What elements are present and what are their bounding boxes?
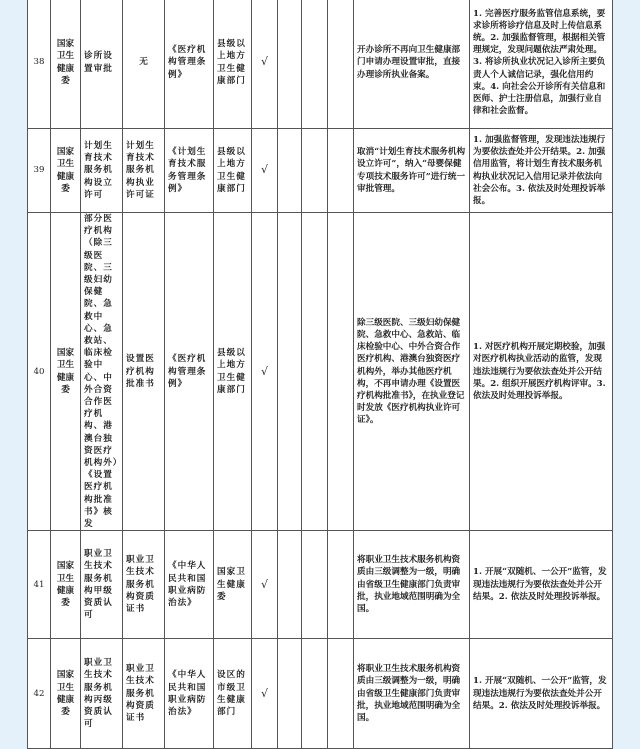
- reform-method-empty: [302, 531, 328, 639]
- supervision-measures: 1. 开展“双随机、一公开”监管，发现违法违规行为要依法查处并公开结果。2. 依法及时处理投诉举报。: [470, 531, 613, 639]
- approval-level: 县级以上地方卫生健康部门: [214, 213, 252, 531]
- reform-content: 开办诊所不再向卫生健康部门申请办理设置审批，直接办理诊所执业备案。: [354, 0, 470, 129]
- item-name: 计划生育技术服务机构设立许可: [81, 129, 123, 213]
- item-name: 部分医疗机构（除三级医院、三级妇幼保健院、急救中心、急救站、临床检验中心、中外合资合作医疗机构、港澳台独资医疗机构外）《设置医疗机构批准书》核发: [81, 213, 123, 531]
- reform-method-check: √: [252, 639, 278, 749]
- department: 国家卫生健康委: [51, 0, 81, 129]
- legal-basis: 《计划生育技术服务管理条例》: [165, 129, 214, 213]
- license-name: 设置医疗机构批准书: [123, 213, 165, 531]
- row-number: 38: [28, 0, 51, 129]
- row-number: 42: [28, 639, 51, 749]
- reform-method-check: √: [252, 0, 278, 129]
- reform-method-empty: [302, 639, 328, 749]
- reform-method-check: √: [252, 213, 278, 531]
- reform-method-empty: [278, 531, 302, 639]
- row-number: 40: [28, 213, 51, 531]
- reform-method-empty: [328, 0, 354, 129]
- legal-basis: 《医疗机构管理条例》: [165, 213, 214, 531]
- reform-content: 除三级医院、三级妇幼保健院、急救中心、急救站、临床检验中心、中外合资合作医疗机构、港澳台独资医疗机构外，举办其他医疗机构，不再申请办理《设置医疗机构批准书》，在执业登记时发放《医疗机构执业许可证》。: [354, 213, 470, 531]
- department: 国家卫生健康委: [51, 531, 81, 639]
- supervision-measures: 1. 开展“双随机、一公开”监管，发现违法违规行为要依法查处并公开结果。2. 依法及时处理投诉举报。: [470, 639, 613, 749]
- reform-method-check: √: [252, 531, 278, 639]
- department: 国家卫生健康委: [51, 213, 81, 531]
- approval-level: 设区的市级卫生健康部门: [214, 639, 252, 749]
- table-row: [28, 531, 613, 639]
- reform-method-empty: [302, 129, 328, 213]
- reform-method-empty: [328, 129, 354, 213]
- item-name: 职业卫生技术服务机构丙级资质认可: [81, 639, 123, 749]
- legal-basis: 《中华人民共和国职业病防治法》: [165, 639, 214, 749]
- reform-method-empty: [328, 531, 354, 639]
- legal-basis: 《中华人民共和国职业病防治法》: [165, 531, 214, 639]
- reform-content: 将职业卫生技术服务机构资质由三级调整为一级，明确由省级卫生健康部门负责审批，执业地域范围明确为全国。: [354, 639, 470, 749]
- table-row: [28, 213, 613, 531]
- table-row: [28, 639, 613, 749]
- reform-method-empty: [302, 0, 328, 129]
- item-name: 职业卫生技术服务机构甲级资质认可: [81, 531, 123, 639]
- supervision-measures: 1. 完善医疗服务监管信息系统，要求诊所将诊疗信息及时上传信息系统。2. 加强监督管理，根据相关管理规定，发现问题依法严肃处理。3. 将诊所执业状况记入诊所主要负责人个人诚信记录，强化信用约束。4. 向社会公开诊所有关信息和医师、护士注册信息，加强行业自律和社会监督。: [470, 0, 613, 129]
- license-name: 无: [123, 0, 165, 129]
- reform-method-empty: [328, 213, 354, 531]
- reform-method-empty: [278, 0, 302, 129]
- reform-method-empty: [278, 129, 302, 213]
- item-name: 诊所设置审批: [81, 0, 123, 129]
- supervision-measures: 1. 对医疗机构开展定期校验，加强对医疗机构执业活动的监管，发现违法违规行为要依法查处并公开结果。2. 组织开展医疗机构评审。3. 依法及时处理投诉举报。: [470, 213, 613, 531]
- approval-level: 国家卫生健康委: [214, 531, 252, 639]
- department: 国家卫生健康委: [51, 639, 81, 749]
- table-row: [28, 129, 613, 213]
- reform-method-empty: [278, 213, 302, 531]
- reform-method-check: √: [252, 129, 278, 213]
- reform-content: 将职业卫生技术服务机构资质由三级调整为一级，明确由省级卫生健康部门负责审批，执业地域范围明确为全国。: [354, 531, 470, 639]
- table-row: [28, 0, 613, 129]
- supervision-measures: 1. 加强监督管理，发现违法违规行为要依法查处并公开结果。2. 加强信用监管，将计划生育技术服务机构执业状况记入信用记录并依法向社会公布。3. 依法及时处理投诉举报。: [470, 129, 613, 213]
- license-name: 计划生育技术服务机构执业许可证: [123, 129, 165, 213]
- approval-level: 县级以上地方卫生健康部门: [214, 129, 252, 213]
- reform-method-empty: [302, 213, 328, 531]
- department: 国家卫生健康委: [51, 129, 81, 213]
- license-name: 职业卫生技术服务机构资质证书: [123, 639, 165, 749]
- license-name: 职业卫生技术服务机构资质证书: [123, 531, 165, 639]
- reform-method-empty: [328, 639, 354, 749]
- legal-basis: 《医疗机构管理条例》: [165, 0, 214, 129]
- reform-content: 取消“计划生育技术服务机构设立许可”，纳入“母婴保健专项技术服务许可”进行统一审批管理。: [354, 129, 470, 213]
- approval-level: 县级以上地方卫生健康部门: [214, 0, 252, 129]
- reform-table-page: [27, 0, 612, 749]
- reform-method-empty: [278, 639, 302, 749]
- reform-items-table: [27, 0, 613, 749]
- row-number: 39: [28, 129, 51, 213]
- row-number: 41: [28, 531, 51, 639]
